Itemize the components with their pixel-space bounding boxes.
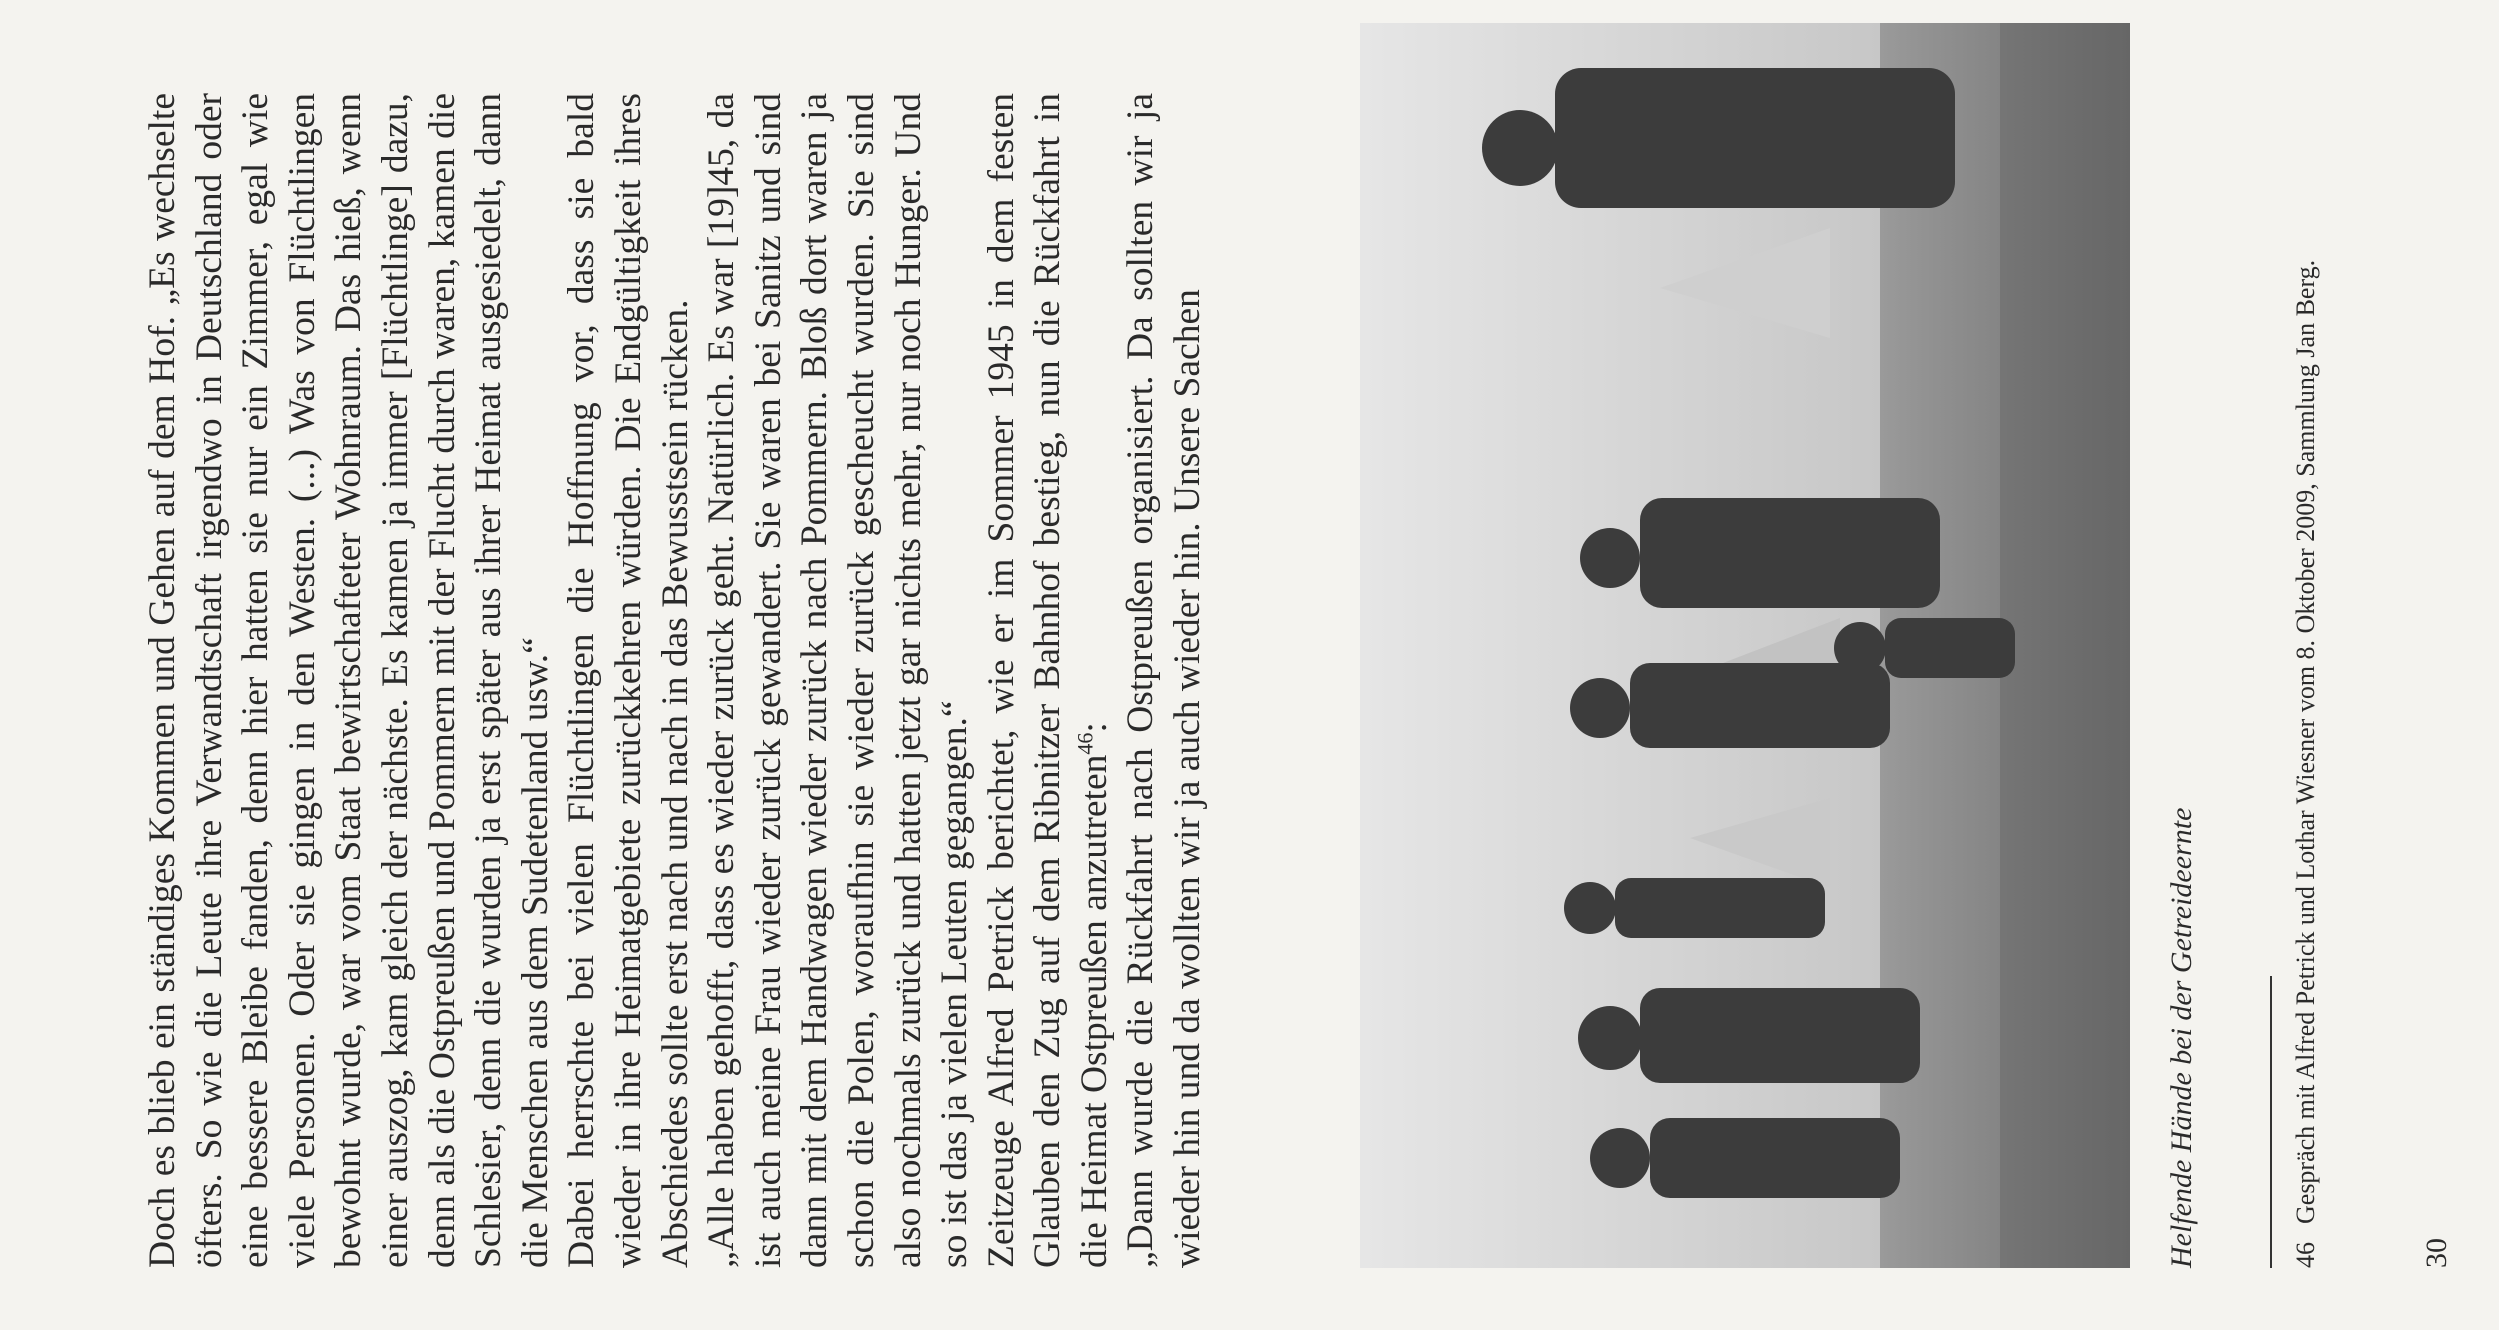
footnote [2290,168,2322,1268]
footnote-divider [2270,976,2272,1268]
page-number: 30 [2420,1238,2453,1268]
harvest-photo [1360,23,2130,1268]
paragraph-text: Zeitzeuge Alfred Petrick berichtet, wie er im Sommer 1945 in dem festen Glauben den Zug auf dem Ribnitzer Bahnhof bestieg, nun die Rückfahrt in die Heimat Ostpreußen anzutreten [980,93,1115,1268]
footnote-number: 46 [2291,1242,2320,1268]
footnote-text: Gespräch mit Alfred Petrick und Lothar Wiesner vom 8. Oktober 2009, Sammlung Jan Berg. [2291,259,2320,1224]
body-text [140,93,1212,1268]
footnote-reference: 46 [1072,732,1098,755]
harvest-photo-graphic [1360,23,2130,1268]
photo-caption: Helfende Hände bei der Getreideernte [2165,807,2198,1268]
paragraph-colon: : [1073,722,1115,733]
paragraph: „Alle haben gehofft, dass es wieder zurück geht. Natürlich. Es war [19]45, da ist auch meine Frau wieder zurück gewandert. Sie waren bei Sanitz und sind dann mit dem Handwagen wieder zurück nach Pommern. Bloß dort waren ja schon die Polen, woraufhin sie wieder zurück gescheucht wurden. Sie sind also nochmals zurück und hatten jetzt gar nichts mehr, nur noch Hunger. Und so ist das ja vielen Leuten gegangen.“ [701,93,976,1268]
paragraph: „Dann wurde die Rückfahrt nach Ostpreußen organisiert. Da sollten wir ja wieder hin und da wollten wir ja auch wieder hin. Unsere Sachen [1120,93,1209,1268]
paragraph: Doch es blieb ein ständiges Kommen und Gehen auf dem Hof. „Es wechselte öfters. So wie die Leute ihre Verwandtschaft irgendwo in Deutschland oder eine bessere Bleibe fanden, denn hier hatten sie nur ein Zimmer, egal wie viele Personen. Oder sie gingen in den Westen. (...) Was von Flüchtlingen bewohnt wurde, war vom Staat bewirtschafteter Wohnraum. Das hieß, wenn einer auszog, kam gleich der nächste. Es kamen ja immer [Flüchtlinge] dazu, denn als die Ostpreußen und Pommern mit der Flucht durch waren, kamen die Schlesier, denn die wurden ja erst später aus ihrer Heimat ausgesiedelt, dann die Menschen aus dem Sudetenland usw.“ [142,93,556,1268]
paragraph: Dabei herrschte bei vielen Flüchtlingen die Hoffnung vor, dass sie bald wieder in ihre Heimatgebiete zurückkehren würden. Die Endgültigkeit ihres Abschiedes sollte erst nach und nach in das Bewusstsein rücken. [561,93,696,1268]
paragraph [979,93,1119,1268]
